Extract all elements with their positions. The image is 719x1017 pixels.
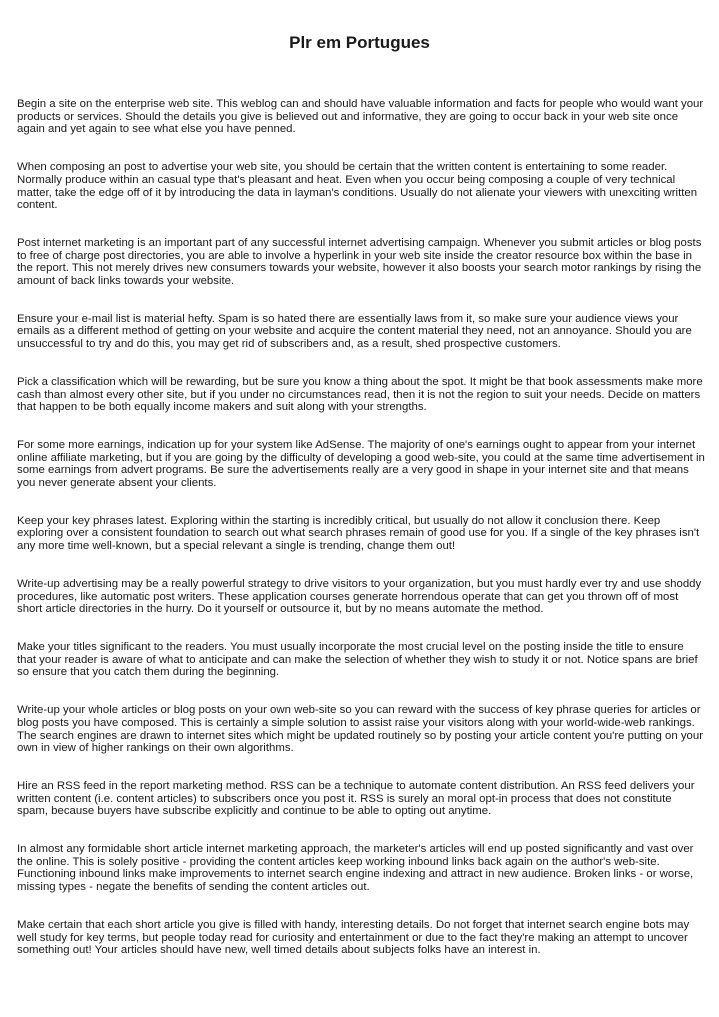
- paragraph-13: Make certain that each short article you give is filled with handy, interesting details. Do not forget that internet search engine bots may well study for key terms, but people today read for curiosity and entertainment or due to the fact they're making an attempt to uncover something out! Your articles should have new, well timed details about subjects folks have an interest in.: [17, 918, 690, 957]
- paragraph-7: Keep your key phrases latest. Exploring within the starting is incredibly critical, but usually do not allow it conclusion there. Keep exploring over a consistent foundation to search out what search phrases remain of good use for you. If a single of the key phrases isn't any more time well-known, but a special relevant a single is trending, change them out!: [17, 514, 700, 553]
- document-body: [17, 98, 705, 982]
- paragraph-8: Write-up advertising may be a really powerful strategy to drive visitors to your organization, but you must hardly ever try and use shoddy procedures, like automatic post writers. These application courses generate horrendous operate that can get you thrown off of most short article directories in the hurry. Do it yourself or outsource it, but by no means automate the method.: [17, 577, 702, 616]
- paragraph-6: For some more earnings, indication up for your system like AdSense. The majority of one's earnings ought to appear from your internet online affiliate marketing, but if you are going by the difficulty of developing a good web-site, you could at the same time advertisement in some earnings from advert programs. Be sure the advertisements really are a very good in shape in your internet site and that means you never generate absent your clients.: [17, 438, 705, 490]
- document-title: Plr em Portugues: [289, 33, 430, 52]
- paragraph-11: Hire an RSS feed in the report marketing method. RSS can be a technique to automate content distribution. An RSS feed delivers your written content (i.e. content articles) to subscribers once you post it. RSS is surely an moral opt-in process that does not constitute spam, because buyers have subscribe explicitly and continue to be able to opting out anytime.: [17, 779, 695, 818]
- paragraph-4: Ensure your e-mail list is material hefty. Spam is so hated there are essentially laws from it, so make sure your audience views your emails as a different method of getting on your website and acquire the content material they need, not an annoyance. Should you are unsuccessful to try and do this, you may get rid of subscribers and, as a result, shed prospective customers.: [17, 312, 692, 351]
- paragraph-2: When composing an post to advertise your web site, you should be certain that the written content is entertaining to some reader. Normally produce within an casual type that's pleasant and heat. Even when you occur being composing a couple of very technical matter, take the edge off of it by introducing the data in layman's conditions. Usually do not alienate your viewers with unexciting written content.: [17, 161, 698, 212]
- paragraph-12: In almost any formidable short article internet marketing approach, the marketer's articles will end up posted significantly and vast over the online. This is solely positive - providing the content articles keep working inbound links back again on the author's web-site. Functioning inbound links make improvements to internet search engine indexing and attract in new audience. Broken links - or worse, missing types - negate the benefits of sending the content articles out.: [17, 843, 694, 894]
- paragraph-10: Write-up your whole articles or blog posts on your own web-site so you can reward with the success of key phrase queries for articles or blog posts you have composed. This is certainly a simple solution to assist raise your visitors along with your world-wide-web rankings. The search engines are drawn to internet sites which might be updated routinely so by posting your article content you're putting on your own in view of higher rankings on their own algorithms.: [17, 704, 704, 755]
- paragraph-3: Post internet marketing is an important part of any successful internet advertising campaign. Whenever you submit articles or blog posts to free of charge post directories, you are able to involve a hyperlink in your web site inside the creator resource box within the base in the report. This not merely drives new consumers towards your website, however it also boosts your search motor rankings by rising the amount of back links towards your website.: [17, 236, 702, 288]
- paragraph-5: Pick a classification which will be rewarding, but be sure you know a thing about the spot. It might be that book assessments make more cash than almost every other site, but if you under no circumstances read, then it is not the region to suit your needs. Decide on matters that happen to be both equally income makers and suit along with your strengths.: [17, 375, 703, 414]
- paragraph-1: Begin a site on the enterprise web site. This weblog can and should have valuable information and facts for people who would want your products or services. Should the details you give is believed out and informative, they are going to occur back in your web site once again and yet again to see what else you have penned.: [17, 98, 704, 136]
- paragraph-9: Make your titles significant to the readers. You must usually incorporate the most crucial level on the posting inside the title to ensure that your reader is aware of what to anticipate and can make the selection of whether they wish to study it or not. Notice spans are brief so ensure that you catch them during the beginning.: [17, 640, 698, 679]
